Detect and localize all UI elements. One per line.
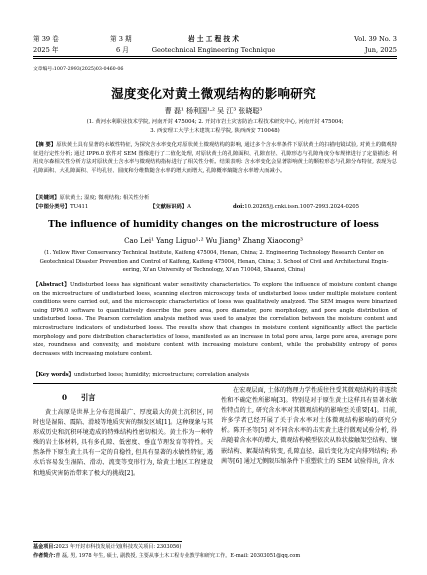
footnote-fund: [33, 543, 403, 552]
keywords-en-label: 【Key words】: [33, 372, 74, 378]
doi-value: 10.20265/j.cnki.issn.1007-2993.2024-0205: [244, 204, 359, 210]
header-rule: [33, 56, 397, 57]
section-number: 0: [62, 393, 68, 402]
authors-en: Cao Lei¹ Yang Liguo¹·² Wu Jiang³ Zhang Xiaocong³: [124, 237, 303, 245]
article-number: 文章编号:1007-2993(2025)03-0460-06: [33, 67, 124, 72]
abstract-cn-label: 【摘 要】: [33, 142, 57, 148]
doi-label: doi:: [233, 204, 245, 210]
doc-code: [150, 203, 191, 212]
fund-text: 2023 年开封市科技发展计划(科技攻关项目: 2303056): [55, 544, 182, 550]
header-journal-cn: 岩 土 工 程 技 术: [187, 35, 240, 43]
authors-cn: 曹 磊¹ 杨利国¹·² 吴 江³ 张晓聪³: [164, 107, 263, 115]
section-heading: [62, 393, 95, 403]
keywords-cn-label: 【关键词】: [33, 195, 60, 201]
header-year-cn: 2025 年: [33, 46, 59, 54]
body-paragraph: 在宏观层面, 土体的物理力学性质往往受其微观结构的非连续性和不确定性所影响[3]。特别是对于原生黄土这样具有显著水敏性特点的土, 研究含水率对其微观结构的影响至关重要[4]。目前, 许多学者已经开展了关于含水率对土体微观结构影响的研究分析。陈开圣等[5] 对不同含水率的击实黄土进行微观试验分析, 得出随着含水率的增大, 微观结构模型依次从粒状接触架空结构、镶嵌结构、絮凝结构转变, 孔隙直径、最后变化为定向排列结构; 孙 茜等[6] 通过无侧限压缩条件下重塑软土的 SEM 试验得出, 含水: [221, 387, 397, 465]
fund-label: 基金项目:: [33, 544, 56, 550]
doi: [233, 203, 359, 212]
doc-code-label: 【文献标识码】: [150, 204, 188, 210]
section-title: 引言: [81, 393, 96, 402]
abstract-en-label: 【Abstract】: [33, 282, 71, 288]
affiliation-cn-line: (1. 黄河水利职业技术学院, 河南开封 475004; 2. 开封市岩土灾害防治工程技术研究中心, 河南开封 475004;: [86, 119, 344, 125]
footnote: [33, 543, 403, 560]
footnote-author: [33, 552, 403, 561]
header-rule-thin: [33, 58, 397, 59]
affiliations-cn: [40, 118, 390, 135]
clc-label: 【中图分类号】: [33, 204, 71, 210]
title-cn: 湿度变化对黄土微观结构的影响研究: [111, 86, 316, 101]
header-journal-en: Geotechnical Engineering Technique: [151, 46, 276, 54]
keywords-en-text: undisturbed loess; humidity; microstructure; correlation analysis: [73, 372, 250, 378]
keywords-cn-text: 原状黄土; 湿度; 微观结构; 相关性分析: [59, 195, 150, 201]
affiliations-en: [38, 249, 390, 275]
keywords-cn: [33, 194, 397, 203]
affiliation-en-line: Geotechnical Disaster Prevention and Control of Kaifeng, Kaifeng 475004, Henan, China; 3. School of Civil and Architectural Engin-: [39, 258, 389, 265]
header-date-en: Jun, 2025: [364, 46, 397, 54]
title-en: The influence of humidity changes on the microstructure of loess: [48, 220, 379, 230]
body-left-column: [33, 408, 213, 479]
header-issue-cn: 第 3 期: [110, 35, 132, 43]
abstract-divider: [33, 383, 397, 384]
doc-code-value: A: [187, 204, 191, 210]
abstract-cn-text: 原状黄土具有显著的水敏性特征, 为探究含水率变化对原状黄土微观结构的影响, 通过多个含水率条件下原状黄土的扫描电镜试验, 对黄土的微观特征进行定性分析; 通过 IPP6.0 软件对 SEM 图像进行了二值化处理, 对原状黄土的孔隙面积、孔隙直径、孔隙形态与孔隙角度分布规律进行了定量描述; 利用皮尔森相关性分析方法对原状黄土含水率与微观结构指标进行了相关性分析。结果表明: 含水率变化会显著影响黄土的颗粒形态与孔隙分布特征, 表现为总孔隙面积、大孔隙面积、平均孔径、圆度和分维数随含水率的增大而增大, 孔隙概率熵随含水率增大而减小。: [33, 142, 397, 174]
classification-cn: [33, 203, 88, 212]
affiliation-en-line: eering, Xi'an University of Technology, Xi'an 710048, Shaanxi, China): [122, 267, 306, 274]
header-volume-cn: 第 39 卷: [33, 35, 59, 43]
author-bio-label: 作者简介:: [33, 552, 56, 559]
abstract-cn: [33, 141, 397, 175]
affiliation-en-line: (1. Yellow River Conservancy Technical Institute, Kaifeng 475004, Henan, China; 2. Engineering Technology Research Center on: [44, 250, 384, 256]
author-bio-text: 曹 磊, 男, 1978 年生, 硕士, 副教授, 主要从事土木工程专业教学和研究工作。E-mail: 20303051@qq.com: [55, 552, 301, 559]
affiliation-cn-line: 3. 西安理工大学土木建筑工程学院, 陕西西安 710048): [150, 127, 280, 134]
footnote-rule: [33, 541, 182, 542]
header-month-cn: 6 月: [116, 46, 129, 54]
body-paragraph: 黄土高原是世界上分布范围最广、厚度最大的黄土沉积区, 同时也是湿陷、震陷、滑坡等地质灾害的频发区域[1]。这种现象与其形成历史和沉积环境造成的特殊结构性密切相关。黄土作为一种特殊的岩土体材料, 具有多孔隙、低密度、垂直节理发育等特性。天然条件下原生黄土具有一定的自稳性, 但具有显著的水敏性特征, 遇水后容易发生湿陷、滑动、流变等变形行为, 给黄土地区工程建设和地质灾害防治带来了极大的挑战[2]。: [33, 409, 213, 477]
abstract-en: [33, 281, 397, 358]
abstract-en-text: Undisturbed loess has significant water sensitivity characteristics. To explore the influence of moisture content change on the microstructure of undisturbed loess, scanning electron microscopy tests of undisturbed loess under multiple moisture content conditions were carried out, and the microscopic characteristics of loess was qualitatively analyzed. The SEM images were binarized using IPP6.0 software to quantitatively describe the pore area, pore diameter, pore morphology, and pore angle distribution of undisturbed loess. The Pearson correlation analysis method was used to analyze the correlation between the moisture content and microstructure indicators of undisturbed loess. The results show that changes in moisture content significantly affect the particle morphology and pore distribution characteristics of loess, manifested as an increase in total pore area, large pore area, average pore size, roundness and convexity, and moisture content with increasing moisture content, while the probability entropy of pores decreases with increasing moisture content.: [33, 282, 398, 357]
keywords-en: [33, 371, 397, 380]
header-volume-en: Vol. 39 No. 3: [354, 35, 397, 43]
body-right-column: [221, 386, 397, 467]
clc-value: TU411: [70, 204, 89, 210]
